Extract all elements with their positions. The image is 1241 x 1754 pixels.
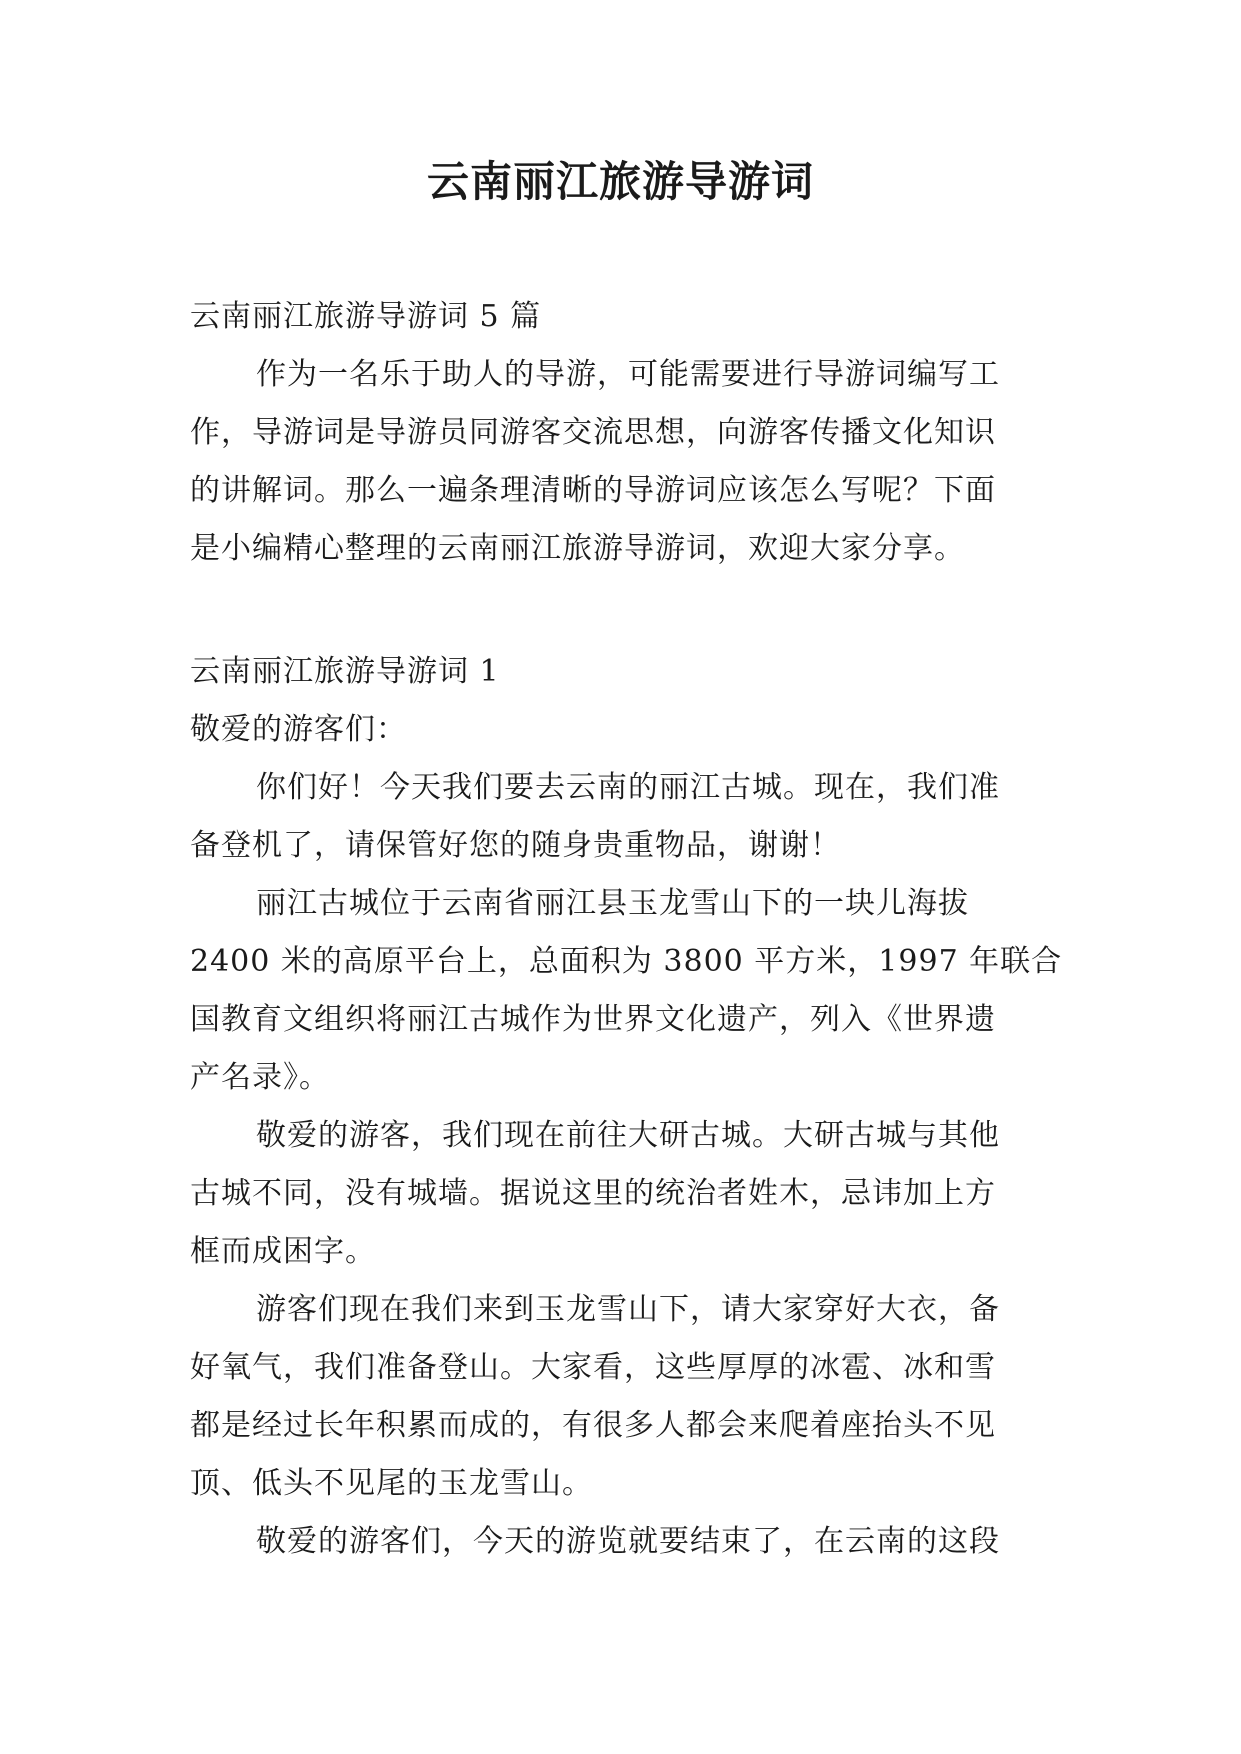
paragraph (190, 759, 1052, 875)
paragraph-line: 的讲解词。那么一遍条理清晰的导游词应该怎么写呢？下面 (190, 473, 996, 508)
paragraph-line: 2400 米的高原平台上，总面积为 3800 平方米，1997 年联合 (190, 944, 1063, 979)
paragraph-line: 作为一名乐于助人的导游，可能需要进行导游词编写工 (256, 357, 1000, 392)
intro-paragraph (190, 346, 1052, 578)
paragraph-spacer (190, 578, 1052, 643)
section-heading: 云南丽江旅游导游词 1 (190, 654, 500, 689)
paragraph-line: 顶、低头不见尾的玉龙雪山。 (190, 1466, 593, 1501)
paragraph-line: 你们好！今天我们要去云南的丽江古城。现在，我们准 (256, 770, 1000, 805)
paragraph-line: 游客们现在我们来到玉龙雪山下，请大家穿好大衣，备 (256, 1292, 1000, 1327)
paragraph-line: 丽江古城位于云南省丽江县玉龙雪山下的一块儿海拔 (256, 886, 969, 921)
paragraph-line: 国教育文组织将丽江古城作为世界文化遗产，列入《世界遗 (190, 1002, 996, 1037)
paragraph-line: 作，导游词是导游员同游客交流思想，向游客传播文化知识 (190, 415, 996, 450)
document-subtitle: 云南丽江旅游导游词 5 篇 (190, 299, 542, 334)
paragraph-line: 好氧气，我们准备登山。大家看，这些厚厚的冰雹、冰和雪 (190, 1350, 996, 1385)
document-body (190, 288, 1063, 1571)
paragraph-line: 敬爱的游客，我们现在前往大研古城。大研古城与其他 (256, 1118, 1000, 1153)
paragraph-line: 是小编精心整理的云南丽江旅游导游词，欢迎大家分享。 (190, 531, 965, 566)
paragraph-line: 敬爱的游客们，今天的游览就要结束了，在云南的这段 (256, 1524, 1000, 1559)
paragraph (190, 875, 1063, 1107)
paragraph (190, 1513, 1052, 1571)
paragraph (190, 1107, 1052, 1281)
paragraph-line: 都是经过长年积累而成的，有很多人都会来爬着座抬头不见 (190, 1408, 996, 1443)
greeting-line: 敬爱的游客们： (190, 712, 407, 747)
paragraph (190, 1281, 1052, 1513)
paragraph-line: 古城不同，没有城墙。据说这里的统治者姓木，忌讳加上方 (190, 1176, 996, 1211)
paragraph-line: 备登机了，请保管好您的随身贵重物品，谢谢！ (190, 828, 841, 863)
paragraph-line: 框而成困字。 (190, 1234, 376, 1269)
paragraph-line: 产名录》。 (190, 1060, 330, 1095)
document-title: 云南丽江旅游导游词 (426, 157, 814, 206)
